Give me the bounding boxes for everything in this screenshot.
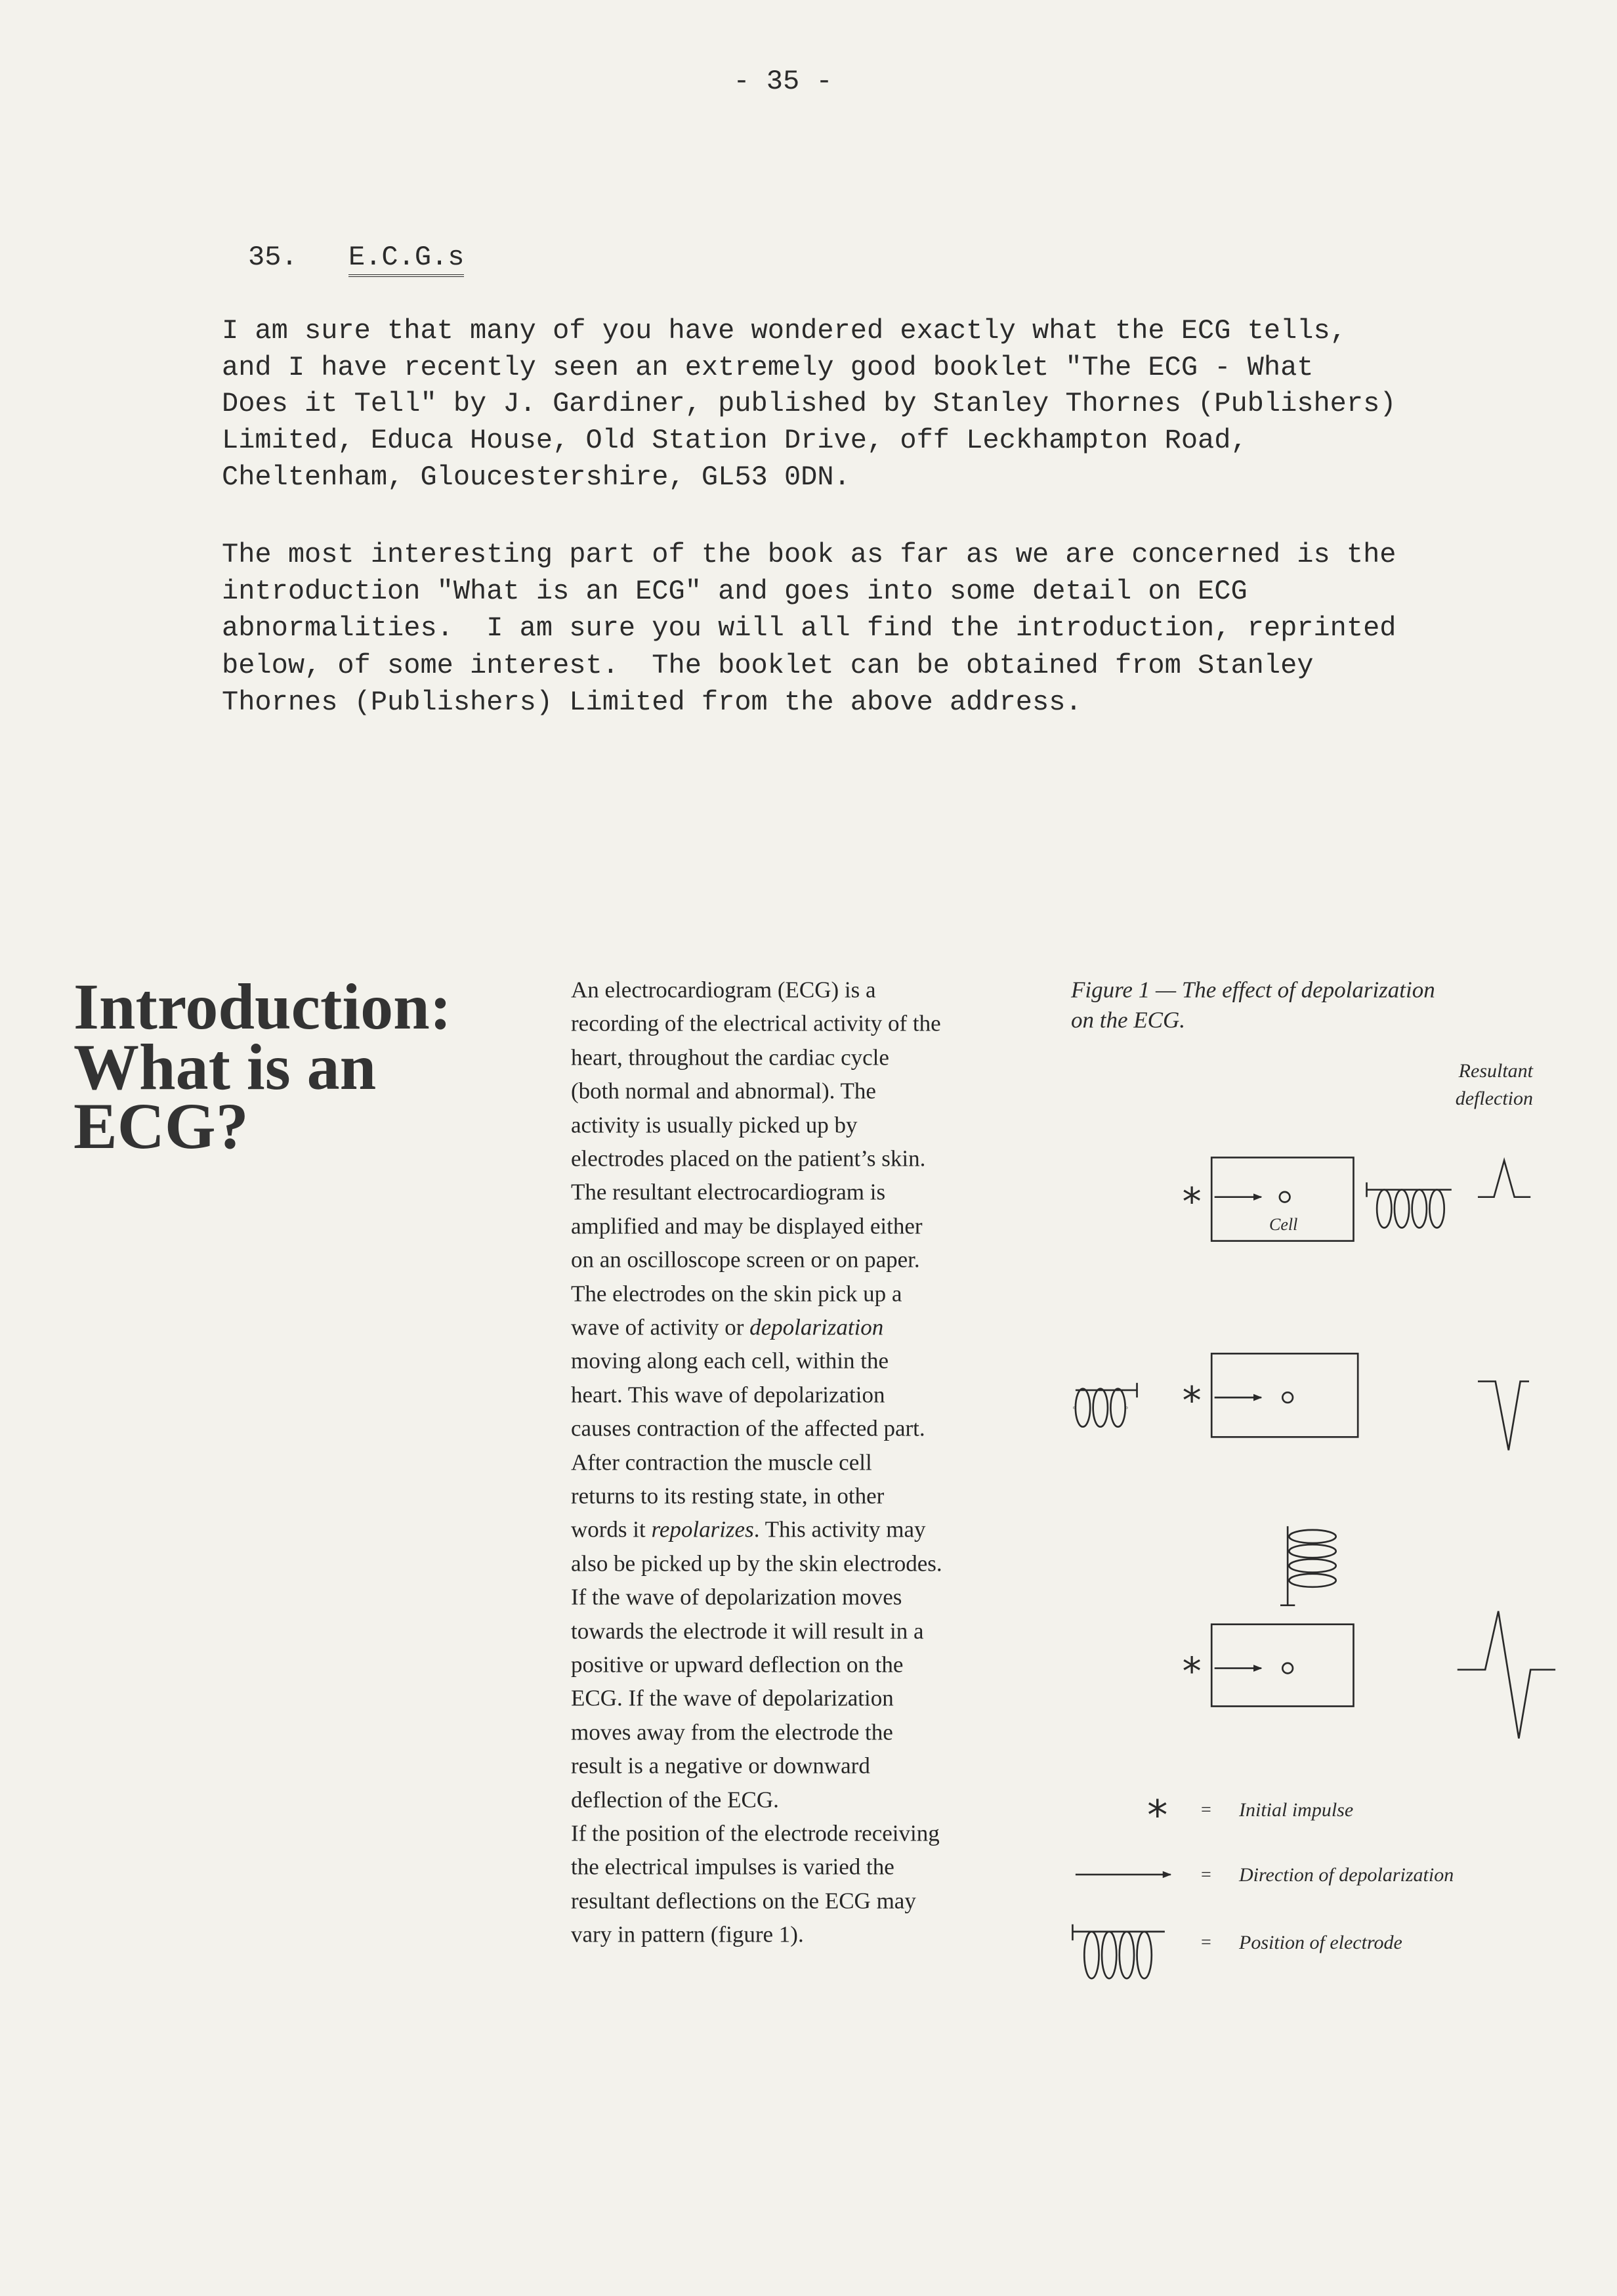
figure-caption: on the ECG. <box>1071 1007 1186 1033</box>
figure-caption: Figure 1 — The effect of depolarization <box>1071 977 1435 1003</box>
text-segment: amplified and may be displayed either <box>571 1213 923 1239</box>
text-segment: vary in pattern (figure 1). <box>571 1921 804 1947</box>
legend-eq: = <box>1201 1932 1211 1953</box>
intro-line: below, of some interest. The booklet can be obtained from Stanley <box>222 650 1314 681</box>
text-segment: . This activity may <box>753 1516 926 1542</box>
negative-deflection-icon <box>1478 1382 1529 1451</box>
legend-label-electrode: Position of electrode <box>1239 1932 1402 1953</box>
cell-marker-icon <box>1282 1663 1293 1674</box>
reprint-heading-line: Introduction: <box>74 970 452 1043</box>
text-segment: also be picked up by the skin electrodes. <box>571 1550 942 1577</box>
electrode-coil-icon <box>1280 1526 1336 1605</box>
asterisk-icon: * <box>1147 1791 1168 1839</box>
deflection-label: deflection <box>1455 1088 1533 1109</box>
electrode-coil-icon <box>1367 1182 1452 1227</box>
intro-line: I am sure that many of you have wondered exactly what the ECG tells, <box>222 315 1347 347</box>
text-segment: causes contraction of the affected part. <box>571 1415 925 1441</box>
text-segment: returns to its resting state, in other <box>571 1483 885 1509</box>
text-segment: the electrical impulses is varied the <box>571 1854 894 1880</box>
text-segment: If the position of the electrode receiving <box>571 1820 940 1846</box>
intro-line: The most interesting part of the book as far as we are concerned is the <box>222 539 1396 570</box>
section-title: E.C.G.s <box>348 242 464 277</box>
text-segment: The resultant electrocardiogram is <box>571 1179 886 1205</box>
page-number: - 35 - <box>733 66 833 97</box>
legend-label-initial-impulse: Initial impulse <box>1239 1799 1354 1821</box>
text-segment: After contraction the muscle cell <box>571 1449 872 1476</box>
text-segment: words it <box>571 1516 652 1542</box>
intro-line: abnormalities. I am sure you will all find the introduction, reprinted <box>222 612 1396 644</box>
text-segment: on an oscilloscope screen or on paper. <box>571 1246 920 1273</box>
legend-label-direction: Direction of depolarization <box>1239 1864 1454 1886</box>
legend-eq: = <box>1201 1865 1211 1885</box>
italic-term: repolarizes <box>651 1516 754 1542</box>
text-segment: If the wave of depolarization moves <box>571 1584 902 1610</box>
intro-line: Cheltenham, Gloucestershire, GL53 0DN. <box>222 461 850 493</box>
text-segment: recording of the electrical activity of the <box>571 1010 941 1036</box>
text-segment: heart, throughout the cardiac cycle <box>571 1044 889 1071</box>
positive-deflection-icon <box>1478 1160 1530 1197</box>
text-segment: An electrocardiogram (ECG) is a <box>571 977 876 1003</box>
text-segment: resultant deflections on the ECG may <box>571 1888 916 1914</box>
italic-term: depolarization <box>749 1314 884 1340</box>
reprint-heading-line: ECG? <box>74 1090 249 1162</box>
intro-line: Limited, Educa House, Old Station Drive, off Leckhampton Road, <box>222 425 1248 456</box>
resultant-label: Resultant <box>1458 1060 1533 1082</box>
cell-marker-icon <box>1280 1192 1290 1202</box>
text-segment: moves away from the electrode the <box>571 1719 893 1745</box>
text-segment: result is a negative or downward <box>571 1753 870 1779</box>
cell-label: Cell <box>1269 1215 1298 1234</box>
intro-line: and I have recently seen an extremely good booklet "The ECG - What <box>222 352 1314 383</box>
cell-marker-icon <box>1282 1392 1293 1403</box>
cell-box <box>1211 1353 1358 1437</box>
text-segment: moving along each cell, within the <box>571 1348 889 1374</box>
intro-line: Does it Tell" by J. Gardiner, published by Stanley Thornes (Publishers) <box>222 388 1396 419</box>
text-segment: (both normal and abnormal). The <box>571 1078 876 1104</box>
biphasic-deflection-icon <box>1458 1611 1555 1739</box>
section-number: 35. <box>248 242 298 273</box>
cell-box <box>1211 1157 1353 1241</box>
text-segment: towards the electrode it will result in a <box>571 1618 924 1644</box>
text-segment: activity is usually picked up by <box>571 1112 858 1138</box>
text-segment: positive or upward deflection on the <box>571 1651 904 1678</box>
reprint-heading-line: What is an <box>74 1031 377 1103</box>
text-segment: wave of activity or <box>571 1314 750 1340</box>
text-segment: deflection of the ECG. <box>571 1787 779 1813</box>
text-segment: The electrodes on the skin pick up a <box>571 1281 902 1307</box>
asterisk-icon: * <box>1182 1179 1202 1224</box>
text-segment: heart. This wave of depolarization <box>571 1382 885 1408</box>
intro-line: introduction "What is an ECG" and goes into some detail on ECG <box>222 576 1248 607</box>
electrode-coil-icon <box>1072 1924 1164 1978</box>
electrode-coil-icon <box>1074 1383 1137 1427</box>
asterisk-icon: * <box>1182 1649 1202 1694</box>
text-segment: ECG. If the wave of depolarization <box>571 1685 894 1711</box>
asterisk-icon: * <box>1182 1378 1202 1423</box>
intro-line: Thornes (Publishers) Limited from the above address. <box>222 687 1082 718</box>
text-segment: electrodes placed on the patient’s skin. <box>571 1145 926 1172</box>
legend-eq: = <box>1201 1800 1211 1820</box>
